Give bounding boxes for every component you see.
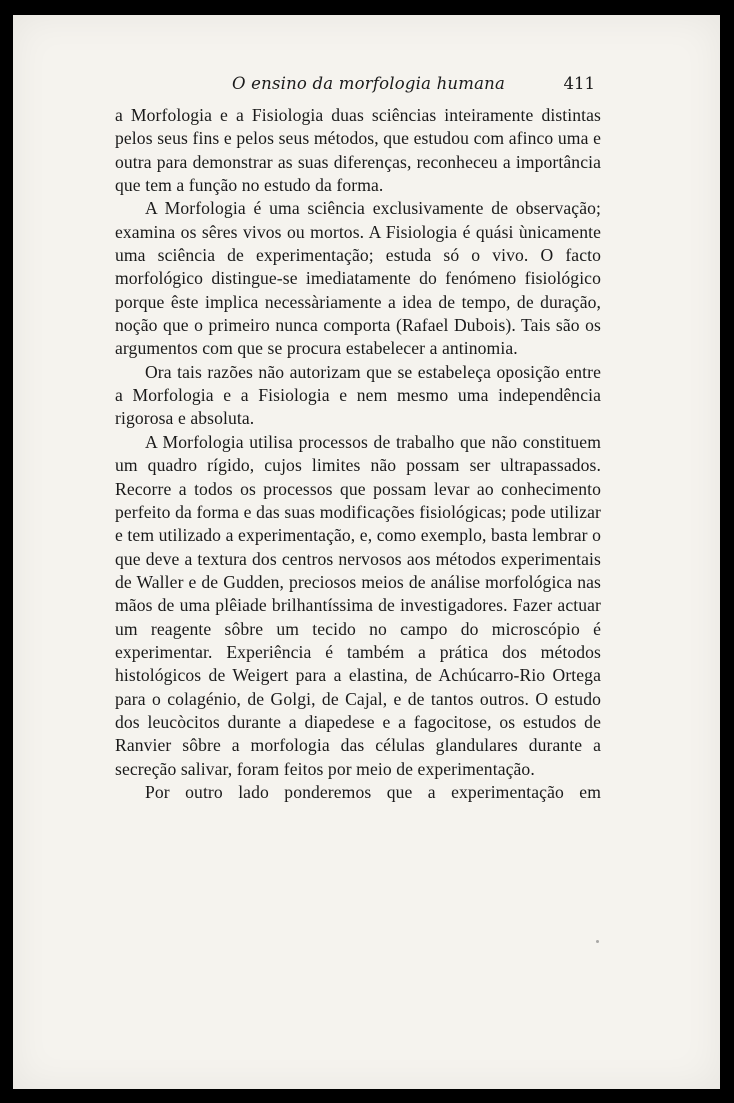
paper-speck bbox=[596, 940, 599, 943]
paragraph-methods: A Morfologia utilisa processos de trabalho que não constituem um quadro rígido, cujos limites não possam ser ultrapassados. Recorre a todos os processos que possam levar ao conhecimento perfeito da forma e das suas modificações fisiológicas; pode utilizar e tem utilizado a experimentação, e, como exemplo, basta lembrar o que deve a textura dos centros nervosos aos métodos experimentais de Waller e de Gudden, preciosos meios de análise morfológica nas mãos de uma plêiade brilhantíssima de investigadores. Fazer actuar um reagente sôbre um tecido no campo do microscópio é experimentar. Experiência é também a prática dos métodos histológicos de Weigert para a elastina, de Achúcarro-Rio Ortega para o colagénio, de Golgi, de Cajal, e de tantos outros. O estudo dos leucòcitos durante a diapedese e a fagocitose, os estudos de Ranvier sôbre a morfologia das células glandulares durante a secreção salivar, foram feitos por meio de experimentação. bbox=[115, 431, 601, 779]
paragraph-final: Por outro lado ponderemos que a experimentação em bbox=[145, 781, 601, 802]
paragraph-continuation: a Morfologia e a Fisiologia duas sciências inteiramente distintas pelos seus fins e pelos seus métodos, que estudou com afinco uma e outra para demonstrar as suas diferenças, reconheceu a importância que tem a função no estudo da forma. bbox=[115, 105, 601, 196]
paragraph-opposition: Ora tais razões não autorizam que se estabeleça oposição entre a Morfologia e a Fisiologia e nem mesmo uma independência rigorosa e absoluta. bbox=[115, 361, 601, 429]
body-text bbox=[115, 104, 601, 804]
running-title: O ensino da morfologia humana bbox=[232, 74, 505, 93]
paragraph-observation: A Morfologia é uma sciência exclusivamente de observação; examina os sêres vivos ou mortos. A Fisiologia é quási ùnicamente uma sciência de experimentação; estuda só o vivo. O facto morfológico distingue-se imediatamente do fenómeno fisiológico porque êste implica necessàriamente a idea de tempo, de duração, noção que o primeiro nunca comporta (Rafael Dubois). Tais são os argumentos com que se procura estabelecer a antinomia. bbox=[115, 198, 601, 359]
page-number: 411 bbox=[563, 74, 595, 93]
page-content bbox=[115, 70, 601, 804]
page-sheet bbox=[13, 15, 720, 1089]
running-header bbox=[115, 70, 601, 104]
